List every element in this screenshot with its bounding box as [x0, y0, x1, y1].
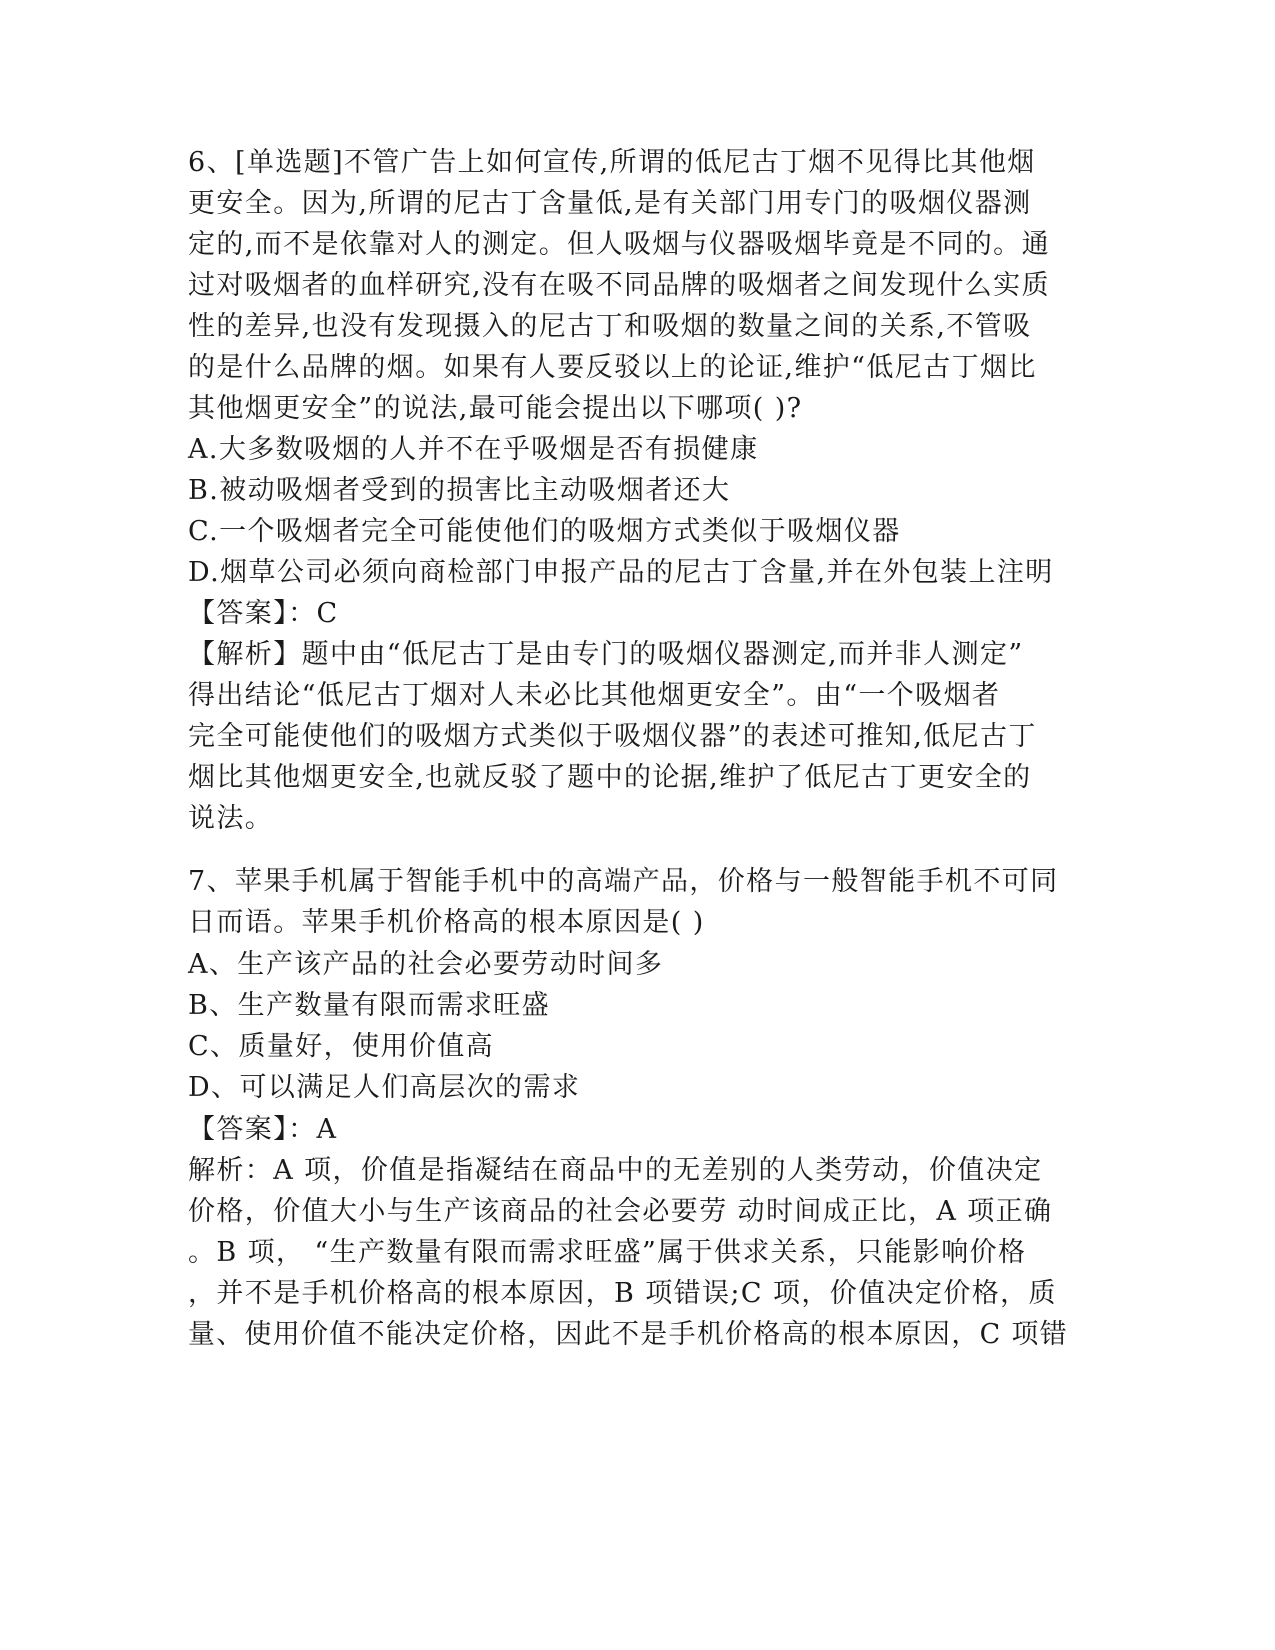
q6-analysis-line-2: 得出结论“低尼古丁烟对人未必比其他烟更安全”。由“一个吸烟者 [188, 680, 1001, 711]
q6-stem-line-5: 性的差异,也没有发现摄入的尼古丁和吸烟的数量之间的关系,不管吸 [188, 311, 1032, 342]
q6-stem-line-6: 的是什么品牌的烟。如果有人要反驳以上的论证,维护“低尼古丁烟比 [188, 352, 1037, 383]
q6-stem-line-4: 过对吸烟者的血样研究,没有在吸不同品牌的吸烟者之间发现什么实质 [188, 270, 1050, 301]
q6-answer: 【答案】：C [188, 598, 339, 629]
q7-analysis-line-4: ，并不是手机价格高的根本原因，B 项错误;C 项，价值决定价格，质 [188, 1278, 1057, 1309]
q6-option-d: D.烟草公司必须向商检部门申报产品的尼古丁含量,并在外包装上注明 [188, 557, 1054, 588]
q7-answer: 【答案】：A [188, 1114, 338, 1145]
q6-stem-line-7: 其他烟更安全”的说法,最可能会提出以下哪项( )? [188, 393, 803, 424]
q6-analysis-line-3: 完全可能使他们的吸烟方式类似于吸烟仪器”的表述可推知,低尼古丁 [188, 721, 1037, 752]
q7-option-d: D、可以满足人们高层次的需求 [188, 1072, 581, 1103]
q7-stem-line-1: 7、苹果手机属于智能手机中的高端产品，价格与一般智能手机不可同 [188, 866, 1059, 897]
q6-analysis-line-5: 说法。 [188, 803, 274, 834]
q6-analysis-line-1: 【解析】题中由“低尼古丁是由专门的吸烟仪器测定,而并非人测定” [188, 639, 1024, 670]
q7-analysis-line-1: 解析：A 项，价值是指凝结在商品中的无差别的人类劳动，价值决定 [188, 1155, 1043, 1186]
q7-stem-line-2: 日而语。苹果手机价格高的根本原因是( ) [188, 907, 705, 938]
q6-analysis-line-4: 烟比其他烟更安全,也就反驳了题中的论据,维护了低尼古丁更安全的 [188, 762, 1032, 793]
q7-option-a: A、生产该产品的社会必要劳动时间多 [188, 949, 664, 980]
q7-option-c: C、质量好，使用价值高 [188, 1031, 495, 1062]
q6-option-a: A.大多数吸烟的人并不在乎吸烟是否有损健康 [188, 434, 759, 465]
q6-stem-line-3: 定的,而不是依靠对人的测定。但人吸烟与仪器吸烟毕竟是不同的。通 [188, 229, 1050, 260]
q6-stem-line-1: 6、[单选题]不管广告上如何宣传,所谓的低尼古丁烟不见得比其他烟 [188, 147, 1036, 178]
q7-analysis-line-5: 量、使用价值不能决定价格，因此不是手机价格高的根本原因，C 项错 [188, 1319, 1069, 1350]
q7-analysis-line-3: 。B 项， “生产数量有限而需求旺盛”属于供求关系，只能影响价格 [188, 1237, 1027, 1268]
q7-analysis-line-2: 价格，价值大小与生产该商品的社会必要劳 动时间成正比，A 项正确 [188, 1196, 1053, 1227]
q6-option-b: B.被动吸烟者受到的损害比主动吸烟者还大 [188, 475, 731, 506]
q7-option-b: B、生产数量有限而需求旺盛 [188, 990, 551, 1021]
q6-stem-line-2: 更安全。因为,所谓的尼古丁含量低,是有关部门用专门的吸烟仪器测 [188, 188, 1032, 219]
q6-option-c: C.一个吸烟者完全可能使他们的吸烟方式类似于吸烟仪器 [188, 516, 901, 547]
